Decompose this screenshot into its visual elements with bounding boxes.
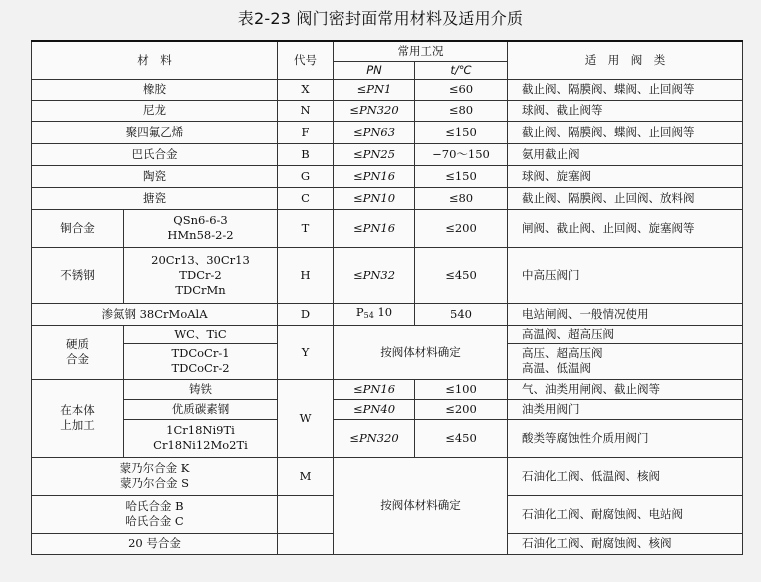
temperature-cell: 540 <box>415 303 508 325</box>
valve-types: 酸类等腐蚀性介质用阀门 <box>508 419 743 457</box>
material-name: 尼龙 <box>32 100 278 121</box>
valve-types: 石油化工阀、耐腐蚀阀、核阀 <box>508 533 743 554</box>
table-row <box>32 100 743 121</box>
material-grades: 20Cr13、30Cr13 TDCr-2 TDCrMn <box>124 247 278 303</box>
valve-types: 氨用截止阀 <box>508 143 743 165</box>
valve-types: 电站闸阀、一般情况使用 <box>508 303 743 325</box>
material-code: H <box>278 247 334 303</box>
material-group: 不锈钢 <box>32 247 124 303</box>
pressure-cell: ≤PN1 <box>334 79 415 100</box>
pressure-cell: ≤PN16 <box>334 379 415 399</box>
table-row <box>32 325 743 343</box>
condition-note: 按阀体材料确定 <box>334 457 508 554</box>
table-row <box>32 457 743 495</box>
material-code: D <box>278 303 334 325</box>
pressure-cell: ≤PN32 <box>334 247 415 303</box>
material-code <box>278 495 334 533</box>
material-grades: QSn6-6-3 HMn58-2-2 <box>124 209 278 247</box>
material-name: 优质碳素钢 <box>124 399 278 419</box>
pressure-cell: $P_{54}$ 10 <box>334 303 415 325</box>
material-code: T <box>278 209 334 247</box>
valve-types: 球阀、旋塞阀 <box>508 165 743 187</box>
header-pn: PN <box>334 61 415 79</box>
material-code: C <box>278 187 334 209</box>
temperature-cell: ≤80 <box>415 187 508 209</box>
table-row <box>32 165 743 187</box>
valve-types: 截止阀、隔膜阀、蝶阀、止回阀等 <box>508 79 743 100</box>
header-material: 材 料 <box>32 41 278 79</box>
valve-types: 闸阀、截止阀、止回阀、旋塞阀等 <box>508 209 743 247</box>
pressure-cell: ≤PN10 <box>334 187 415 209</box>
temperature-cell: ≤450 <box>415 419 508 457</box>
temperature-cell: ≤450 <box>415 247 508 303</box>
temperature-cell: ≤150 <box>415 165 508 187</box>
table-row <box>32 79 743 100</box>
material-code: Y <box>278 325 334 379</box>
material-grades: TDCoCr-1 TDCoCr-2 <box>124 343 278 379</box>
pressure-cell: ≤PN320 <box>334 100 415 121</box>
temperature-cell: ≤200 <box>415 209 508 247</box>
sealing-material-table <box>31 40 743 555</box>
valve-types: 石油化工阀、耐腐蚀阀、电站阀 <box>508 495 743 533</box>
material-code: B <box>278 143 334 165</box>
table-row <box>32 121 743 143</box>
pressure-cell: ≤PN16 <box>334 165 415 187</box>
material-group: 在本体 上加工 <box>32 379 124 457</box>
temperature-cell: ≤100 <box>415 379 508 399</box>
material-name: 蒙乃尔合金 K 蒙乃尔合金 S <box>32 457 278 495</box>
material-code: G <box>278 165 334 187</box>
temperature-cell: ≤150 <box>415 121 508 143</box>
material-name: 陶瓷 <box>32 165 278 187</box>
table-row <box>32 143 743 165</box>
temperature-cell: ≤80 <box>415 100 508 121</box>
material-group: 铜合金 <box>32 209 124 247</box>
material-grades: WC、TiC <box>124 325 278 343</box>
pressure-cell: ≤PN40 <box>334 399 415 419</box>
material-name: 搪瓷 <box>32 187 278 209</box>
temperature-cell: ≤200 <box>415 399 508 419</box>
header-temp: t/℃ <box>415 61 508 79</box>
header-conditions: 常用工况 <box>334 41 508 61</box>
material-name: 渗氮钢 38CrMoAlA <box>32 303 278 325</box>
material-name: 橡胶 <box>32 79 278 100</box>
valve-types: 油类用阀门 <box>508 399 743 419</box>
valve-types: 截止阀、隔膜阀、蝶阀、止回阀等 <box>508 121 743 143</box>
header-code: 代号 <box>278 41 334 79</box>
material-code: M <box>278 457 334 495</box>
table-row <box>32 209 743 247</box>
material-name: 哈氏合金 B 哈氏合金 C <box>32 495 278 533</box>
material-code: W <box>278 379 334 457</box>
table-row <box>32 399 743 419</box>
condition-note: 按阀体材料确定 <box>334 325 508 379</box>
valve-types: 截止阀、隔膜阀、止回阀、放料阀 <box>508 187 743 209</box>
material-name: 20 号合金 <box>32 533 278 554</box>
valve-types: 高压、超高压阀 高温、低温阀 <box>508 343 743 379</box>
material-code: X <box>278 79 334 100</box>
table-row <box>32 419 743 457</box>
pressure-cell: ≤PN16 <box>334 209 415 247</box>
table-row <box>32 379 743 399</box>
material-name: 铸铁 <box>124 379 278 399</box>
material-name: 巴氏合金 <box>32 143 278 165</box>
material-code <box>278 533 334 554</box>
table-row <box>32 187 743 209</box>
table-title: 表2-23 阀门密封面常用材料及适用介质 <box>237 9 524 28</box>
table-row <box>32 247 743 303</box>
material-name: 聚四氟乙烯 <box>32 121 278 143</box>
valve-types: 高温阀、超高压阀 <box>508 325 743 343</box>
material-grades: 1Cr18Ni9Ti Cr18Ni12Mo2Ti <box>124 419 278 457</box>
temperature-cell: ≤60 <box>415 79 508 100</box>
material-code: F <box>278 121 334 143</box>
material-group: 硬质 合金 <box>32 325 124 379</box>
table-row <box>32 303 743 325</box>
pressure-cell: ≤PN25 <box>334 143 415 165</box>
valve-types: 球阀、截止阀等 <box>508 100 743 121</box>
pressure-cell: ≤PN63 <box>334 121 415 143</box>
valve-types: 中高压阀门 <box>508 247 743 303</box>
valve-types: 气、油类用闸阀、截止阀等 <box>508 379 743 399</box>
header-valves: 适 用 阀 类 <box>508 41 743 79</box>
temperature-cell: −70～150 <box>415 143 508 165</box>
valve-types: 石油化工阀、低温阀、核阀 <box>508 457 743 495</box>
material-code: N <box>278 100 334 121</box>
pressure-cell: ≤PN320 <box>334 419 415 457</box>
